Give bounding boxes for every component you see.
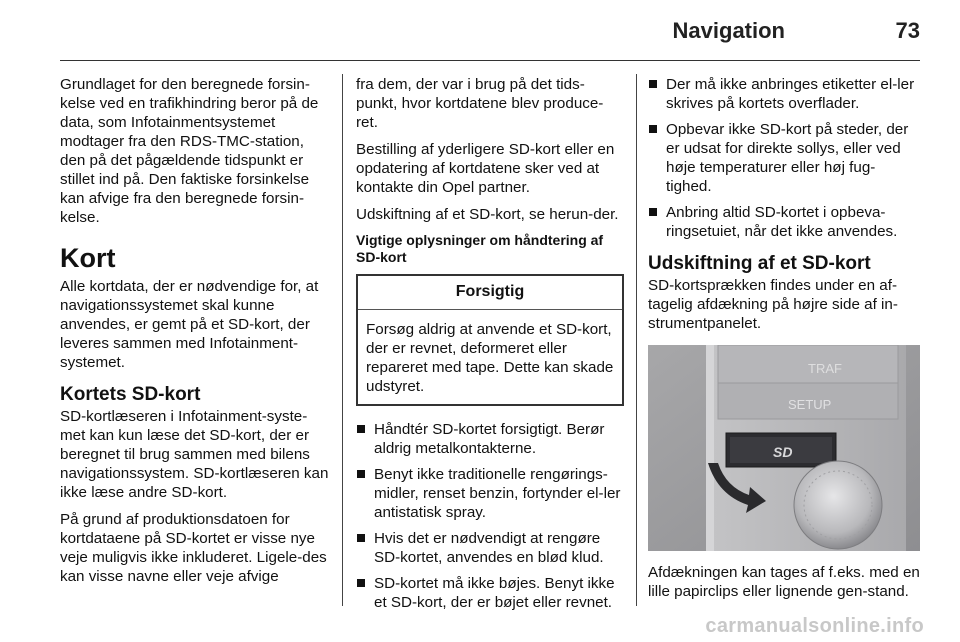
replace-paragraph: SD-kortsprækken findes under en af-tagelig afdækning på højre side af in-strumentpanelet.: [648, 277, 898, 332]
caution-box: [356, 274, 624, 406]
list-item: Opbevar ikke SD-kort på steder, der er udsat for direkte sollys, eller ved høje temperaturer eller høj fug-tighed.: [648, 120, 920, 196]
sd-paragraph: SD-kortlæseren i Infotainment-syste-met kan kun læse det SD-kort, der er beregnet til brug sammen med bilens navigationssystem. SD-kortlæseren kan ikke læse andre SD-kort.: [60, 408, 329, 501]
watermark: carmanualsonline.info: [705, 615, 924, 637]
sd-paragraph: På grund af produktionsdatoen for kortdataene på SD-kortet er visse nye veje muligvis ikke inkluderet. Ligele-des kan visse navne eller veje afvige: [60, 511, 327, 585]
list-item: Hvis det er nødvendigt at rengøre SD-kortet, anvendes en blød klud.: [356, 529, 624, 567]
section-heading-sd-card: Kortets SD-kort: [60, 384, 201, 405]
bullet-icon: [649, 125, 657, 133]
header-rule: [60, 60, 920, 61]
setup-label: SETUP: [788, 397, 832, 412]
intro-paragraph: Grundlaget for den beregnede forsin-kelse ved en trafikhindring beror på de data, som Infotainmentsystemet modtager fra den RDS-TMC-station, den på det pågældende tidspunkt er stillet ind på. Den faktiske forsinkelse kan afvige fra den beregnede forsin-kelse.: [60, 76, 319, 226]
order-paragraph: Bestilling af yderligere SD-kort eller en opdatering af kortdatene sker ved at kontakte din Opel partner.: [356, 141, 615, 196]
important-heading: Vigtige oplysninger om håndtering af SD-kort: [356, 232, 604, 265]
header-title: Navigation: [672, 18, 785, 43]
sd-logo-icon: SD: [773, 444, 793, 460]
bullet-icon: [649, 208, 657, 216]
column-1: [60, 75, 332, 594]
caution-text: Forsøg aldrig at anvende et SD-kort, der er revnet, deformeret eller repareret med tape. Dette kan skade udstyret.: [366, 321, 614, 395]
list-item: Håndtér SD-kortet forsigtigt. Berør aldrig metalkontakterne.: [356, 420, 624, 458]
column-divider: [342, 74, 343, 606]
list-item: Benyt ikke traditionelle rengørings-midler, renset benzin, fortynder el-ler antistatisk spray.: [356, 465, 624, 522]
replace-reference-paragraph: Udskiftning af et SD-kort, se herun-der.: [356, 206, 619, 223]
traf-label: TRAF: [808, 361, 842, 376]
bullet-icon: [357, 534, 365, 542]
continuation-paragraph: fra dem, der var i brug på det tids-punkt, hvor kortdatene blev produce-ret.: [356, 76, 604, 131]
bullet-icon: [357, 425, 365, 433]
storage-list: [648, 75, 920, 241]
rotary-knob: [794, 461, 882, 549]
page-number: 73: [895, 18, 920, 43]
bullet-icon: [357, 470, 365, 478]
section-heading-replace: Udskiftning af et SD-kort: [648, 253, 871, 274]
bullet-icon: [649, 80, 657, 88]
caution-title: Forsigtig: [358, 276, 622, 310]
caption-paragraph: Afdækningen kan tages af f.eks. med en lille papirclips eller lignende gen-stand.: [648, 564, 920, 600]
bullet-icon: [357, 579, 365, 587]
kort-paragraph: Alle kortdata, der er nødvendige for, at navigationssystemet skal kunne anvendes, er gemt på et SD-kort, der leveres sammen med Infotainment-systemet.: [60, 278, 319, 371]
sd-slot-photo: [648, 345, 920, 551]
section-heading-kort: Kort: [60, 243, 116, 273]
list-item: Anbring altid SD-kortet i opbeva-ringsetuiet, når det ikke anvendes.: [648, 203, 920, 241]
column-2: [356, 75, 624, 619]
column-divider: [636, 74, 637, 606]
list-item: Der må ikke anbringes etiketter el-ler skrives på kortets overflader.: [648, 75, 920, 113]
column-3: [648, 75, 920, 609]
handling-list: [356, 420, 624, 612]
list-item: SD-kortet må ikke bøjes. Benyt ikke et SD-kort, der er bøjet eller revnet.: [356, 574, 624, 612]
